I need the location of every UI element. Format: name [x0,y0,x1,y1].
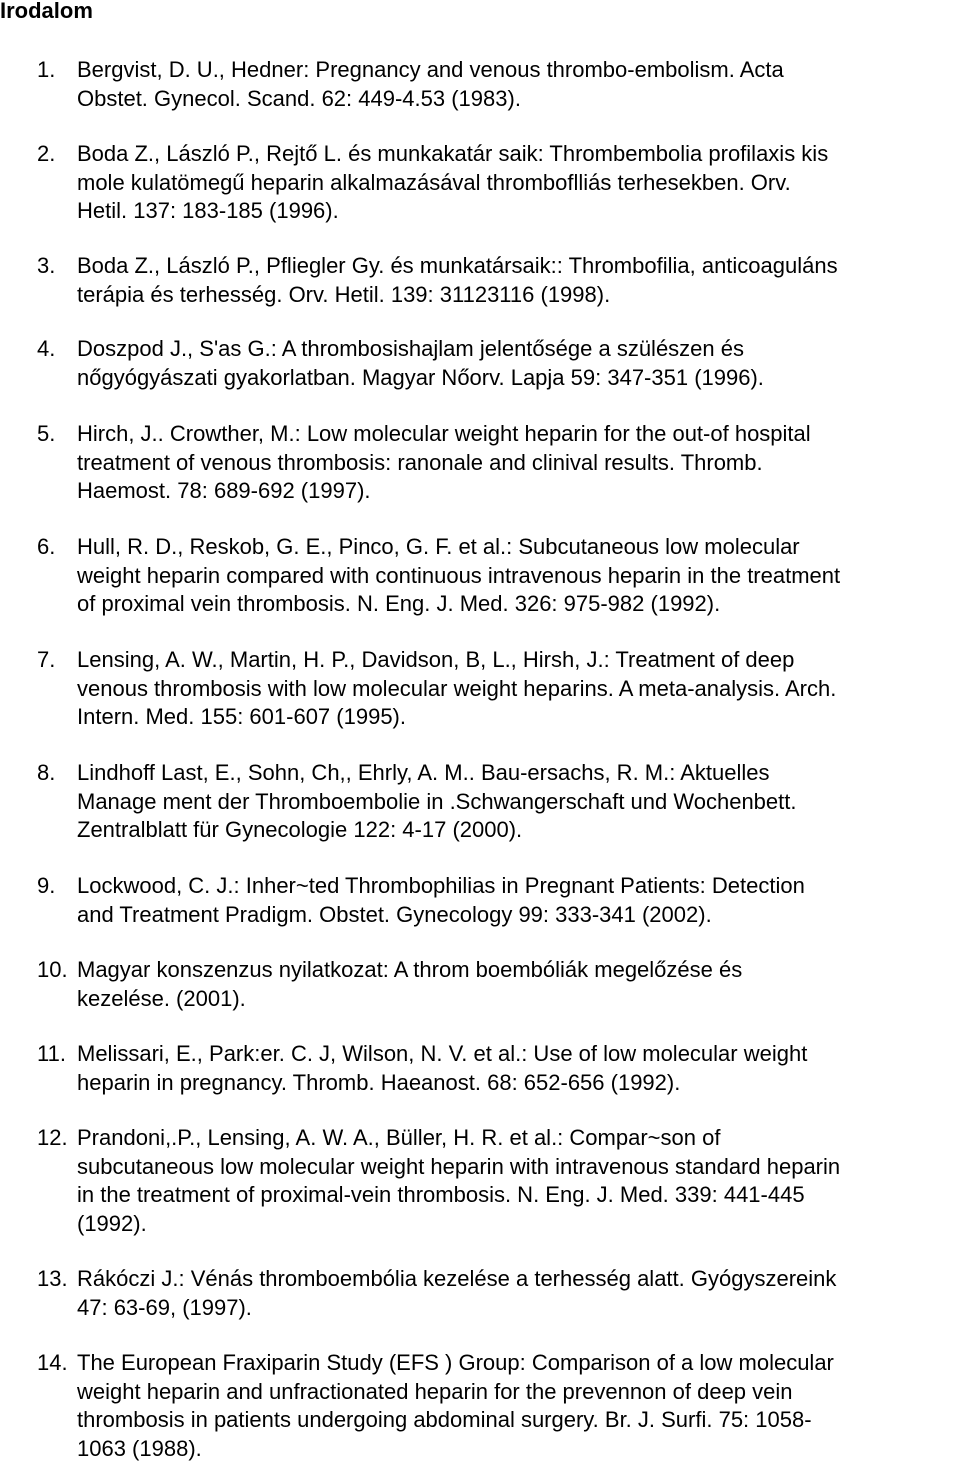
reference-line: 1063 (1988). [77,1435,202,1461]
reference-line: Lockwood, C. J.: Inher~ted Thrombophilias in Pregnant Patients: Detection [77,873,805,898]
reference-text [77,335,957,392]
reference-text [77,1124,957,1238]
reference-line: terápia és terhesség. Orv. Hetil. 139: 31123116 (1998). [77,281,611,307]
reference-text [77,140,957,226]
reference-number: 5. [37,421,56,446]
reference-line: Intern. Med. 155: 601-607 (1995). [77,704,406,729]
reference-text [77,1265,957,1322]
reference-line: of proximal vein thrombosis. N. Eng. J. Med. 326: 975-982 (1992). [77,591,721,616]
reference-line: Obstet. Gynecol. Scand. 62: 449-4.53 (1983). [77,85,521,111]
reference-line: weight heparin compared with continuous intravenous heparin in the treatment [77,562,841,588]
reference-text [77,252,957,309]
reference-text [77,1349,957,1463]
reference-line: Haemost. 78: 689-692 (1997). [77,478,371,503]
reference-number: 7. [37,647,56,672]
reference-line: Boda Z., László P., Pfliegler Gy. és munkatársaik:: Thrombofilia, anticoaguláns [77,253,838,278]
reference-line: kezelése. (2001). [77,985,246,1011]
reference-line: Doszpod J., S'as G.: A thrombosishajlam jelentősége a szülészen és [77,336,744,361]
reference-line: in the treatment of proximal-vein thrombosis. N. Eng. J. Med. 339: 441-445 [77,1182,805,1207]
reference-line: Magyar konszenzus nyilatkozat: A throm boembóliák megelőzése és [77,957,743,982]
reference-line: weight heparin and unfractionated heparin for the prevennon of deep vein [77,1378,793,1404]
reference-line: Prandoni,.P., Lensing, A. W. A., Büller, H. R. et al.: Compar~son of [77,1125,721,1150]
reference-line: Hetil. 137: 183-185 (1996). [77,198,339,223]
reference-text [77,759,957,845]
reference-line: 47: 63-69, (1997). [77,1294,252,1320]
reference-line: The European Fraxiparin Study (EFS ) Group: Comparison of a low molecular [77,1350,834,1375]
reference-line: mole kulatömegű heparin alkalmazásával thromboflliás terhesekben. Orv. [77,169,791,195]
reference-line: venous thrombosis with low molecular weight heparins. A meta-analysis. Arch. [77,675,837,701]
reference-line: treatment of venous thrombosis: ranonale and clinival results. Thromb. [77,449,763,475]
reference-text [77,1040,957,1097]
reference-text [77,646,957,732]
reference-number: 1. [37,57,56,82]
reference-line: subcutaneous low molecular weight heparin with intravenous standard heparin [77,1153,841,1179]
reference-number: 6. [37,534,56,559]
reference-line: (1992). [77,1210,147,1236]
reference-line: thrombosis in patients undergoing abdominal surgery. Br. J. Surfi. 75: 1058- [77,1407,812,1432]
reference-line: and Treatment Pradigm. Obstet. Gynecology 99: 333-341 (2002). [77,901,712,927]
reference-line: Lensing, A. W., Martin, H. P., Davidson, B, L., Hirsh, J.: Treatment of deep [77,647,795,672]
reference-text [77,533,957,619]
reference-line: Manage ment der Thromboembolie in .Schwangerschaft und Wochenbett. [77,788,797,814]
reference-number: 2. [37,141,56,166]
reference-line: Boda Z., László P., Rejtő L. és munkakatár saik: Thrombembolia profilaxis kis [77,141,829,166]
reference-text [77,420,957,506]
reference-line: Bergvist, D. U., Hedner: Pregnancy and venous thrombo-embolism. Acta [77,57,784,82]
reference-number: 11. [37,1041,66,1066]
reference-number: 13. [37,1266,68,1291]
reference-line: Lindhoff Last, E., Sohn, Ch,, Ehrly, A. M.. Bau-ersachs, R. M.: Aktuelles [77,760,770,785]
reference-number: 4. [37,336,56,361]
reference-line: Rákóczi J.: Vénás thromboembólia kezelése a terhesség alatt. Gyógyszereink [77,1266,837,1291]
reference-text [77,56,957,113]
reference-line: Hirch, J.. Crowther, M.: Low molecular weight heparin for the out-of hospital [77,421,811,446]
reference-line: heparin in pregnancy. Thromb. Haeanost. 68: 652-656 (1992). [77,1069,681,1095]
reference-number: 14. [37,1350,68,1375]
reference-text [77,872,957,929]
reference-line: Zentralblatt für Gynecologie 122: 4-17 (2000). [77,817,523,842]
reference-number: 3. [37,253,56,278]
reference-text [77,956,957,1013]
reference-number: 12. [37,1125,68,1150]
reference-number: 9. [37,873,56,898]
reference-line: nőgyógyászati gyakorlatban. Magyar Nőorv. Lapja 59: 347-351 (1996). [77,364,764,390]
reference-line: Hull, R. D., Reskob, G. E., Pinco, G. F. et al.: Subcutaneous low molecular [77,534,800,559]
reference-number: 10. [37,957,68,982]
reference-number: 8. [37,760,56,785]
reference-line: Melissari, E., Park:er. C. J, Wilson, N. V. et al.: Use of low molecular weight [77,1041,808,1066]
page-title: Irodalom [0,0,93,23]
